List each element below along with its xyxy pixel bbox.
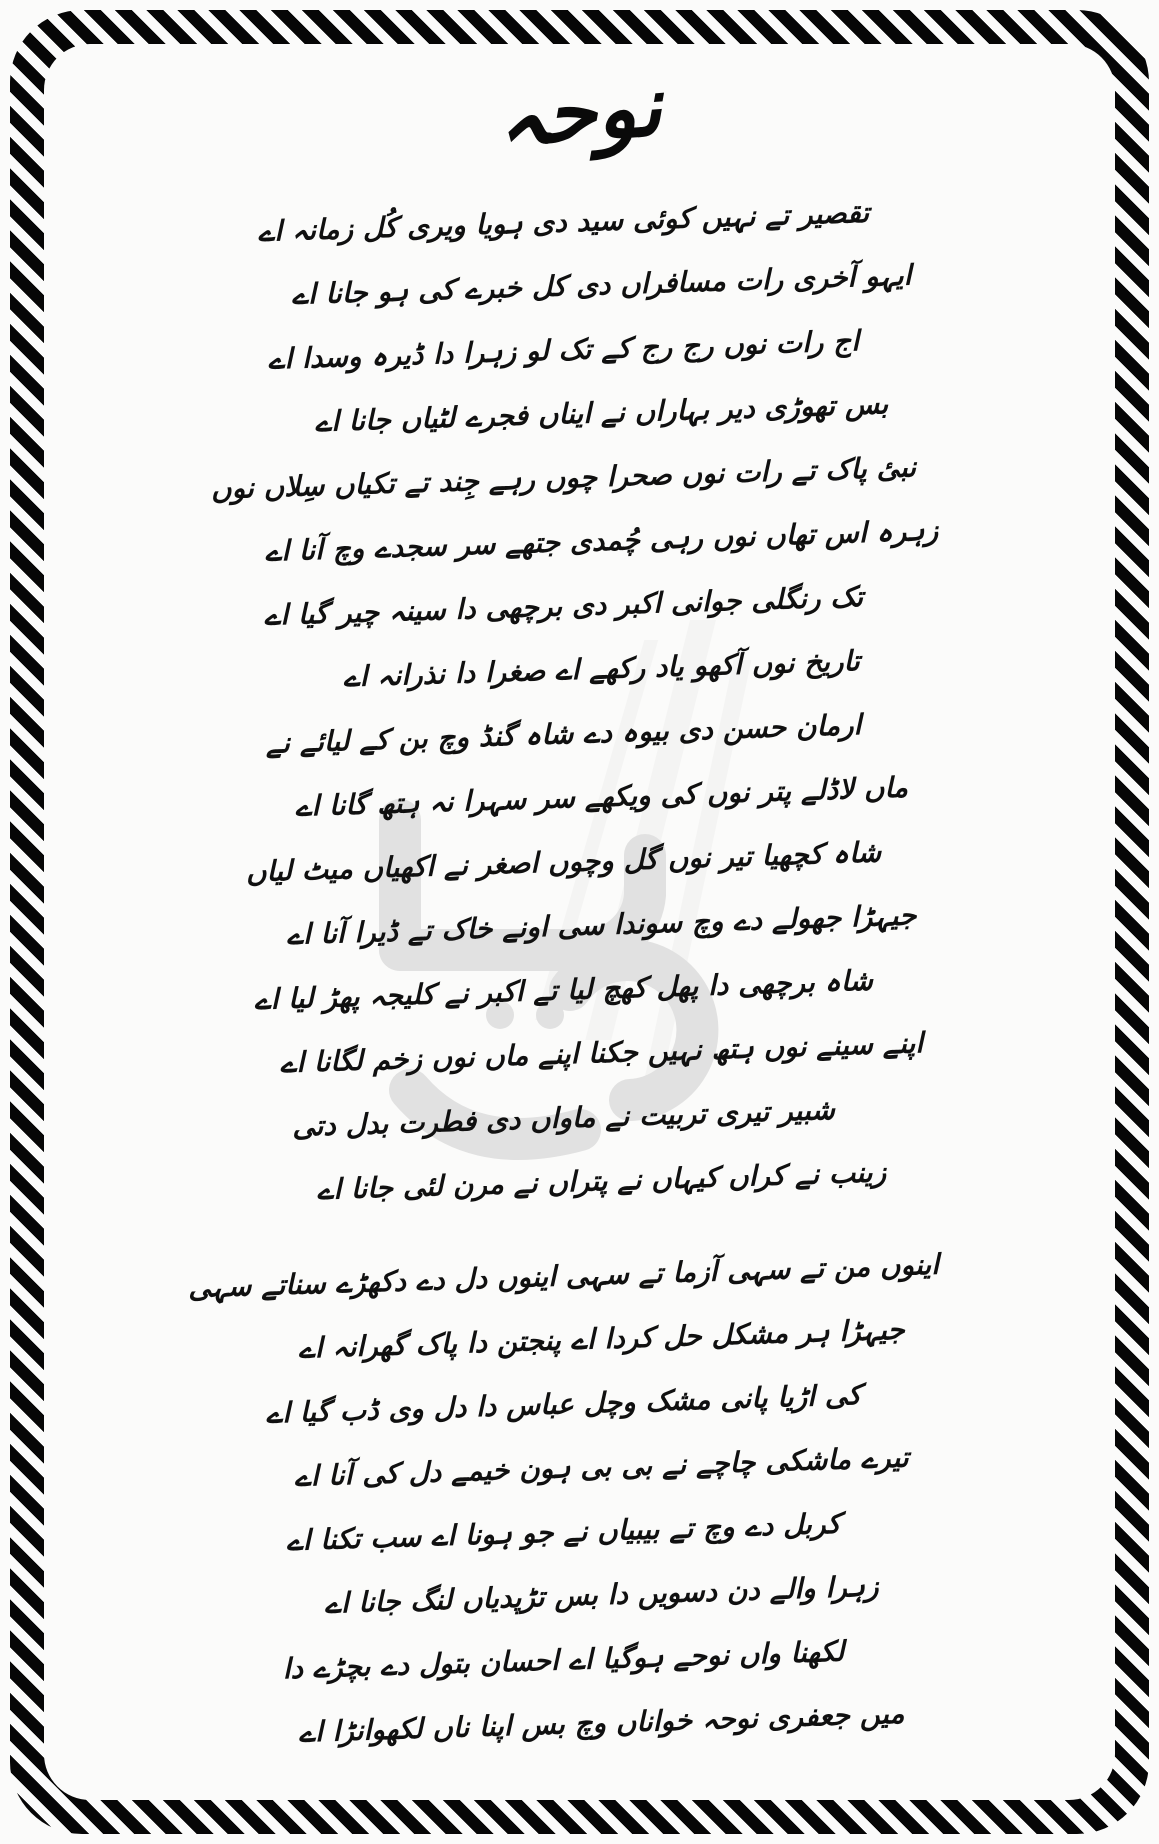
stanza-1 — [70, 190, 1089, 1214]
poem-line: زینب نے کراں کیہاں نے پتراں نے مرن لئی جانا اے — [316, 1155, 887, 1207]
poem-line: لکھنا واں نوحے ہوگیا اے احسان بتول دے بچڑے دا — [282, 1634, 845, 1686]
poem-line: شاہ کچھیا تیر نوں گل وچوں اصغر نے اکھیاں میٹ لیاں — [245, 835, 882, 889]
poem-line: کربل دے وچ تے بیبیاں نے جو ہونا اے سب تکنا اے — [285, 1506, 842, 1558]
poem-line: شاہ برچھی دا پھل کھچ لیا تے اکبر نے کلیجہ پھڑ لیا اے — [253, 963, 874, 1017]
poem-line: اج رات نوں رج رج کے تک لو زہرا دا ڈیرہ وسدا اے — [267, 324, 860, 376]
page-title: نوحہ — [494, 59, 665, 166]
poem-line: ایہو آخری رات مسافراں دی کل خبرے کی ہو جانا اے — [291, 258, 912, 312]
poem-line: اینوں من تے سہی آزما تے سہی اینوں دل دے دکھڑے سناتے سہی — [187, 1247, 940, 1305]
poem-line: کی اڑیا پانی مشک وچل عباس دا دل وی ڈب گیا اے — [265, 1378, 862, 1430]
poem-line: جیہڑا جھولے دے وچ سوندا سی اونے خاک تے ڈیرا آنا اے — [286, 898, 917, 952]
poem-line: تقصیر تے نہیں کوئی سید دی ہویا ویری کُل زمانہ اے — [257, 195, 870, 249]
poem-line: زہرہ اس تھاں نوں رہی چُمدی جتھے سر سجدے وچ آنا اے — [264, 513, 939, 568]
poem-line: تک رنگلی جوانی اکبر دی برچھی دا سینہ چیر گیا اے — [263, 580, 864, 632]
poem-line: زہرا والے دن دسویں دا بس تڑپدیاں لنگ جانا اے — [323, 1569, 880, 1621]
page-content — [70, 48, 1089, 1796]
poem-line: جیہڑا ہر مشکل حل کردا اے پنجتن دا پاک گھرانہ اے — [297, 1312, 906, 1365]
stanza-2 — [70, 1244, 1089, 1756]
poem-line: نبیٔ پاک تے رات نوں صحرا چوں رہے جِند تے تکیاں سِلاں نوں — [210, 450, 917, 506]
poem-line: ماں لاڈلے پتر نوں کی ویکھے سر سہرا نہ ہتھ گانا اے — [294, 770, 909, 823]
poem-line: تاریخ نوں آکھو یاد رکھے اے صغرا دا نذرانہ اے — [342, 644, 861, 694]
poem-line: میں جعفری نوحہ خواناں وچ بس اپنا ناں لکھوانڑا اے — [298, 1696, 905, 1749]
poem-line: ارمان حسن دی بیوہ دے شاہ گنڈ وچ بن کے لیائے نے — [265, 708, 862, 760]
poem-line: شبیر تیری تربیت نے ماواں دی فطرت بدل دتی — [291, 1092, 836, 1144]
poem-line: اپنے سینے نوں ہتھ نہیں جکنا اپنے ماں نوں زخم لگانا اے — [279, 1026, 924, 1080]
poem-line: بس تھوڑی دیر بہاراں نے ایناں فجرے لٹیاں جانا اے — [314, 387, 889, 439]
poem-line: تیرے ماشکی چاچے نے بی بی ہون خیمے دل کی آنا اے — [293, 1440, 910, 1493]
poem — [70, 190, 1089, 1756]
